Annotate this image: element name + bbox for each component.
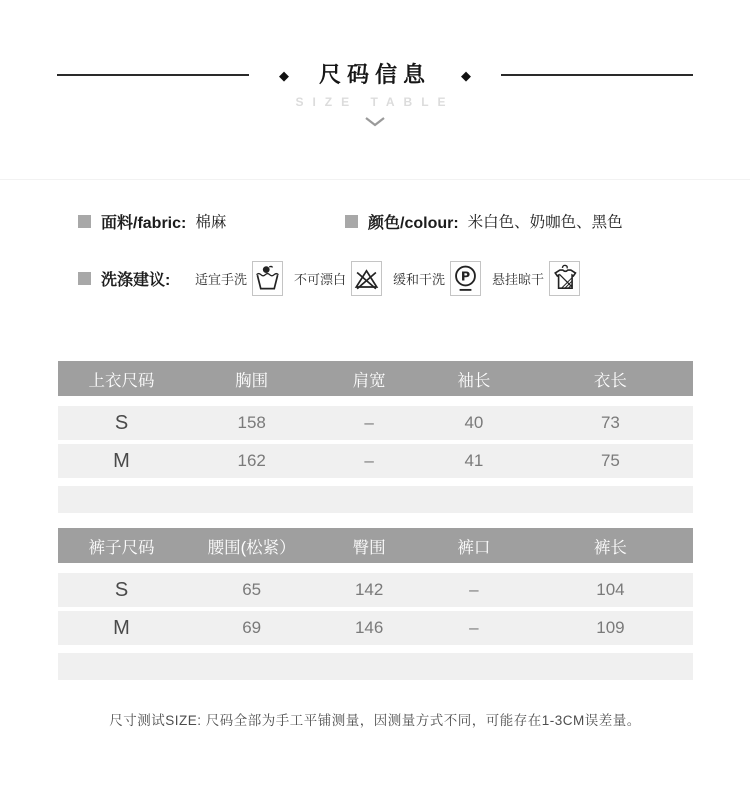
no-bleach-icon: [351, 261, 382, 296]
column-header: 裤长: [593, 538, 627, 557]
divider-line-right: [501, 74, 693, 76]
value-cell: –: [469, 618, 479, 637]
value-cell: 162: [237, 451, 266, 470]
page-title: 尺码信息: [319, 62, 432, 87]
wash-item-hand-wash: [195, 261, 283, 296]
column-header: 肩宽: [352, 371, 386, 390]
column-header: 胸围: [235, 371, 269, 390]
value-cell: –: [364, 413, 374, 432]
table-row-s: [58, 406, 693, 440]
washing-advice-label: 洗涤建议:: [101, 271, 171, 289]
page-subtitle: SIZE TABLE: [295, 95, 455, 109]
product-info-section: [0, 179, 750, 298]
table-row-empty: [58, 486, 693, 513]
value-cell: 73: [600, 413, 620, 432]
column-header: 腰围(松紧）: [207, 538, 296, 557]
svg-text:P: P: [460, 268, 471, 284]
table-row-empty: [58, 653, 693, 680]
column-header: 袖长: [457, 371, 491, 390]
value-cell: 142: [354, 580, 384, 599]
wash-item-gentle-dry-clean: [393, 261, 481, 296]
hand-wash-icon: [252, 261, 283, 296]
column-header: 臀围: [352, 538, 386, 557]
divider-line-left: [57, 74, 249, 76]
column-header: 裤口: [457, 538, 491, 557]
colour-value: 米白色、奶咖色、黑色: [467, 214, 623, 231]
hang-dry-icon: [549, 261, 580, 296]
gentle-dry-clean-icon: [450, 261, 481, 296]
pants-size-table: [58, 528, 693, 680]
column-header: 衣长: [593, 371, 627, 390]
value-cell: –: [364, 451, 374, 470]
column-header: 上衣尺码: [88, 371, 155, 390]
washing-advice-row: [0, 258, 750, 298]
diamond-icon-left: ◆: [279, 67, 289, 83]
measurement-note: 尺寸测试SIZE: 尺码全部为手工平铺测量，因测量方式不同，可能存在1-3CM误差量。: [109, 713, 641, 728]
chevron-down-icon: [0, 116, 750, 127]
no-bleach-label: 不可漂白: [294, 271, 347, 287]
bullet-square-icon: [78, 215, 91, 228]
wash-item-no-bleach: [294, 261, 382, 296]
colour-info: [345, 210, 623, 233]
tops-size-table: [58, 361, 693, 513]
size-cell: S: [114, 411, 129, 434]
fabric-value: 棉麻: [195, 214, 227, 231]
size-cell: M: [113, 616, 130, 639]
table-header-row: [58, 528, 693, 563]
bullet-square-icon: [345, 215, 358, 228]
table-row-m: [58, 444, 693, 478]
wash-item-hang-dry: [492, 261, 580, 296]
value-cell: 40: [464, 413, 484, 432]
table-row-m: [58, 611, 693, 645]
gentle-dry-clean-label: 缓和干洗: [393, 271, 446, 287]
value-cell: 41: [464, 451, 484, 470]
hand-wash-label: 适宜手洗: [195, 271, 248, 287]
title-row: [57, 62, 693, 88]
section-header: [0, 0, 750, 127]
size-cell: M: [113, 449, 130, 472]
value-cell: 146: [354, 618, 384, 637]
value-cell: 69: [242, 618, 262, 637]
washing-advice-info: [78, 267, 195, 290]
diamond-icon-right: ◆: [461, 67, 472, 83]
value-cell: 109: [596, 618, 625, 637]
fabric-info: [78, 210, 345, 233]
bullet-square-icon: [78, 272, 91, 285]
size-cell: S: [114, 578, 129, 601]
column-header: 裤子尺码: [88, 538, 155, 557]
fabric-colour-row: [0, 208, 750, 234]
colour-label: 颜色/colour:: [368, 214, 459, 232]
table-header-row: [58, 361, 693, 396]
value-cell: 65: [242, 580, 262, 599]
value-cell: 158: [237, 413, 266, 432]
value-cell: –: [469, 580, 479, 599]
fabric-label: 面料/fabric:: [101, 214, 187, 232]
value-cell: 75: [600, 451, 620, 470]
hang-dry-label: 悬挂晾干: [492, 271, 545, 287]
table-row-s: [58, 573, 693, 607]
value-cell: 104: [596, 580, 625, 599]
